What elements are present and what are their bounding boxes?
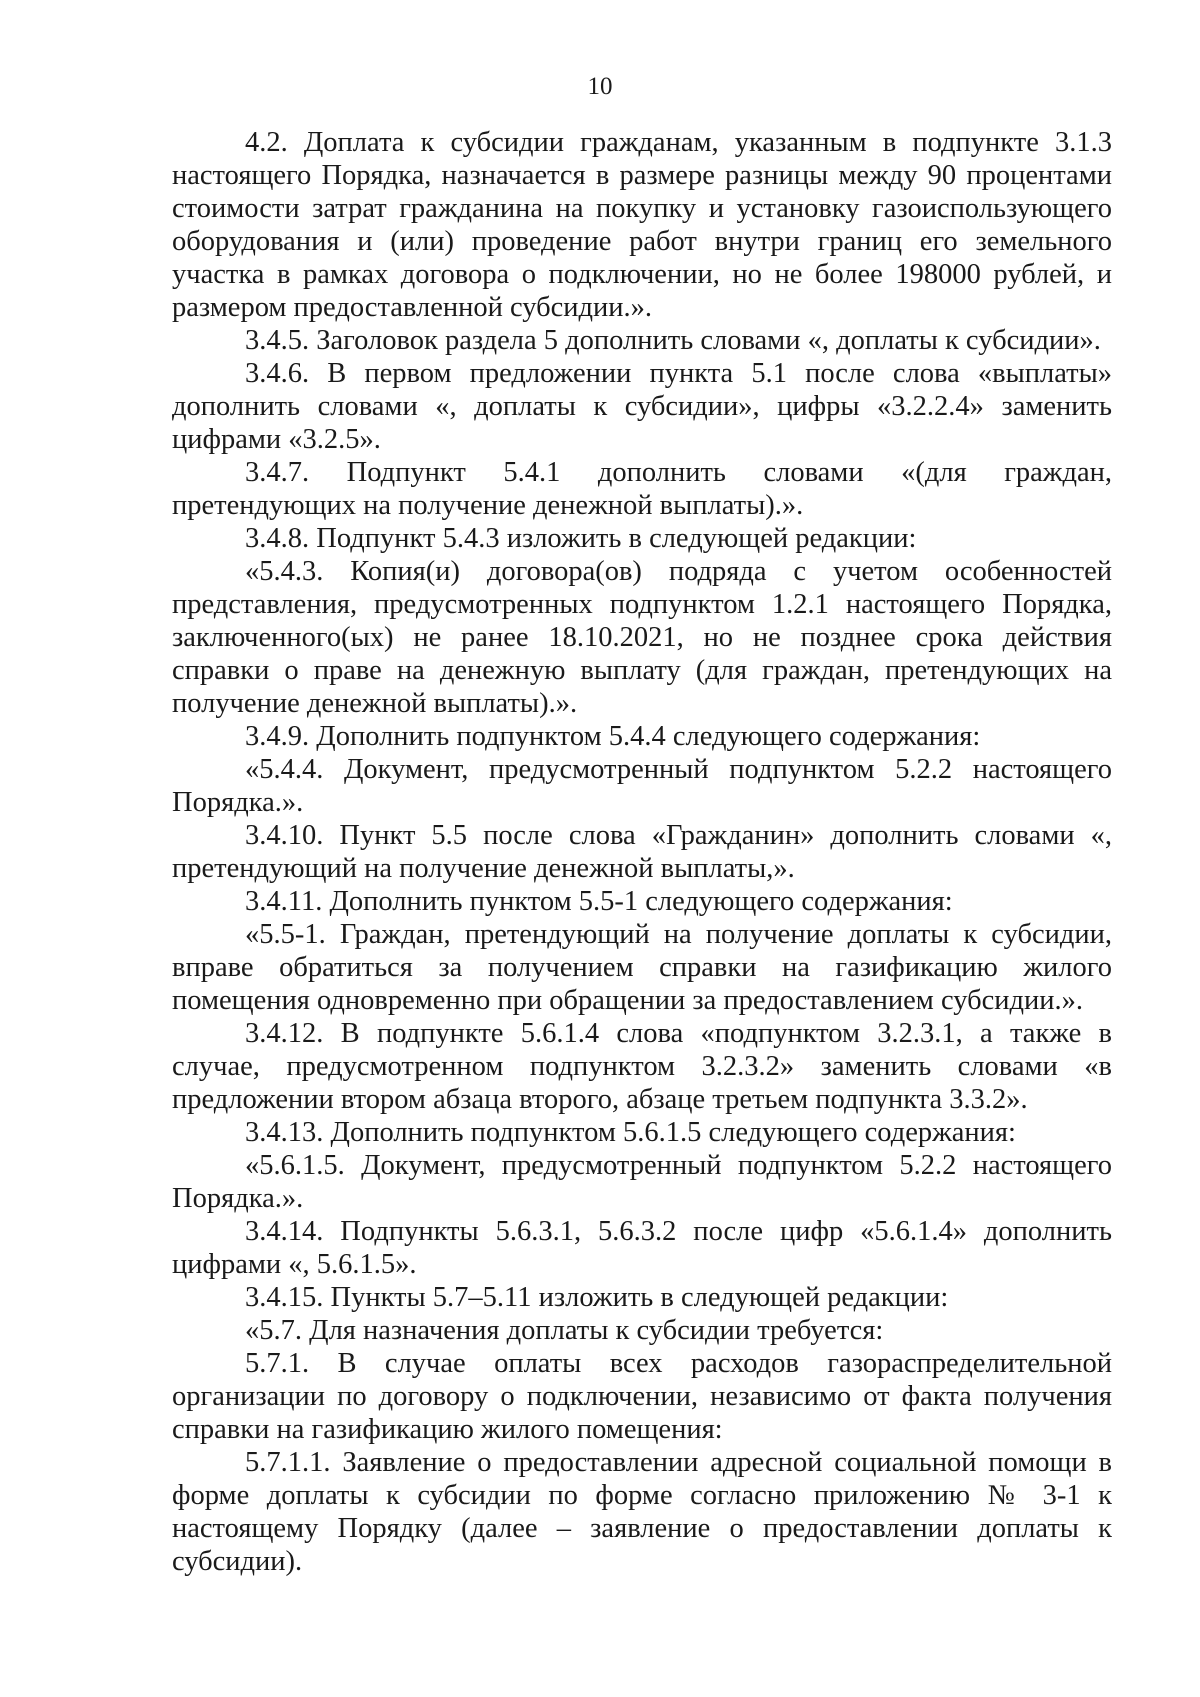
paragraph-5-7-1: 5.7.1. В случае оплаты всех расходов газораспределительной организации по договору о подключении, независимо от факта получения справки на газификацию жилого помещения: bbox=[172, 1348, 1112, 1445]
paragraph-3-4-10: 3.4.10. Пункт 5.5 после слова «Гражданин» дополнить словами «, претендующий на получение денежной выплаты,». bbox=[172, 820, 1112, 884]
paragraph-5-7: «5.7. Для назначения доплаты к субсидии требуется: bbox=[245, 1315, 884, 1346]
paragraph-3-4-8: 3.4.8. Подпункт 5.4.3 изложить в следующей редакции: bbox=[245, 523, 917, 554]
paragraph-3-4-5: 3.4.5. Заголовок раздела 5 дополнить словами «, доплаты к субсидии». bbox=[245, 325, 1101, 356]
document-body bbox=[172, 126, 1112, 1578]
paragraph-3-4-12: 3.4.12. В подпункте 5.6.1.4 слова «подпунктом 3.2.3.1, а также в случае, предусмотренном подпунктом 3.2.3.2» заменить словами «в предложении втором абзаца второго, абзаце третьем подпункта 3.3.2». bbox=[172, 1018, 1112, 1115]
paragraph-5-5-1: «5.5-1. Граждан, претендующий на получение доплаты к субсидии, вправе обратиться за получением справки на газификацию жилого помещения одновременно при обращении за предоставлением субсидии.». bbox=[172, 919, 1112, 1016]
paragraph-5-6-1-5: «5.6.1.5. Документ, предусмотренный подпунктом 5.2.2 настоящего Порядка.». bbox=[172, 1150, 1112, 1214]
page-number: 10 bbox=[587, 73, 613, 100]
paragraph-3-4-9: 3.4.9. Дополнить подпунктом 5.4.4 следующего содержания: bbox=[245, 721, 981, 752]
paragraph-3-4-14: 3.4.14. Подпункты 5.6.3.1, 5.6.3.2 после цифр «5.6.1.4» дополнить цифрами «, 5.6.1.5». bbox=[172, 1216, 1112, 1280]
paragraph-5-4-3: «5.4.3. Копия(и) договора(ов) подряда с учетом особенностей представления, предусмотренных подпунктом 1.2.1 настоящего Порядка, заключенного(ых) не ранее 18.10.2021, но не позднее срока действия справки о праве на денежную выплату (для граждан, претендующих на получение денежной выплаты).». bbox=[172, 556, 1112, 719]
paragraph-4-2: 4.2. Доплата к субсидии гражданам, указанным в подпункте 3.1.3 настоящего Порядка, назначается в размере разницы между 90 процентами стоимости затрат гражданина на покупку и установку газоиспользующего оборудования и (или) проведение работ внутри границ его земельного участка в рамках договора о подключении, но не более 198000 рублей, и размером предоставленной субсидии.». bbox=[172, 127, 1112, 323]
paragraph-5-4-4: «5.4.4. Документ, предусмотренный подпунктом 5.2.2 настоящего Порядка.». bbox=[172, 754, 1112, 818]
paragraph-3-4-15: 3.4.15. Пункты 5.7–5.11 изложить в следующей редакции: bbox=[245, 1282, 949, 1313]
paragraph-3-4-11: 3.4.11. Дополнить пунктом 5.5-1 следующего содержания: bbox=[245, 886, 953, 917]
paragraph-5-7-1-1: 5.7.1.1. Заявление о предоставлении адресной социальной помощи в форме доплаты к субсидии по форме согласно приложению № 3-1 к настоящему Порядку (далее – заявление о предоставлении доплаты к субсидии). bbox=[172, 1447, 1112, 1577]
paragraph-3-4-6: 3.4.6. В первом предложении пункта 5.1 после слова «выплаты» дополнить словами «, доплаты к субсидии», цифры «3.2.2.4» заменить цифрами «3.2.5». bbox=[172, 358, 1112, 455]
paragraph-3-4-13: 3.4.13. Дополнить подпунктом 5.6.1.5 следующего содержания: bbox=[245, 1117, 1016, 1148]
paragraph-3-4-7: 3.4.7. Подпункт 5.4.1 дополнить словами «(для граждан, претендующих на получение денежной выплаты).». bbox=[172, 457, 1112, 521]
